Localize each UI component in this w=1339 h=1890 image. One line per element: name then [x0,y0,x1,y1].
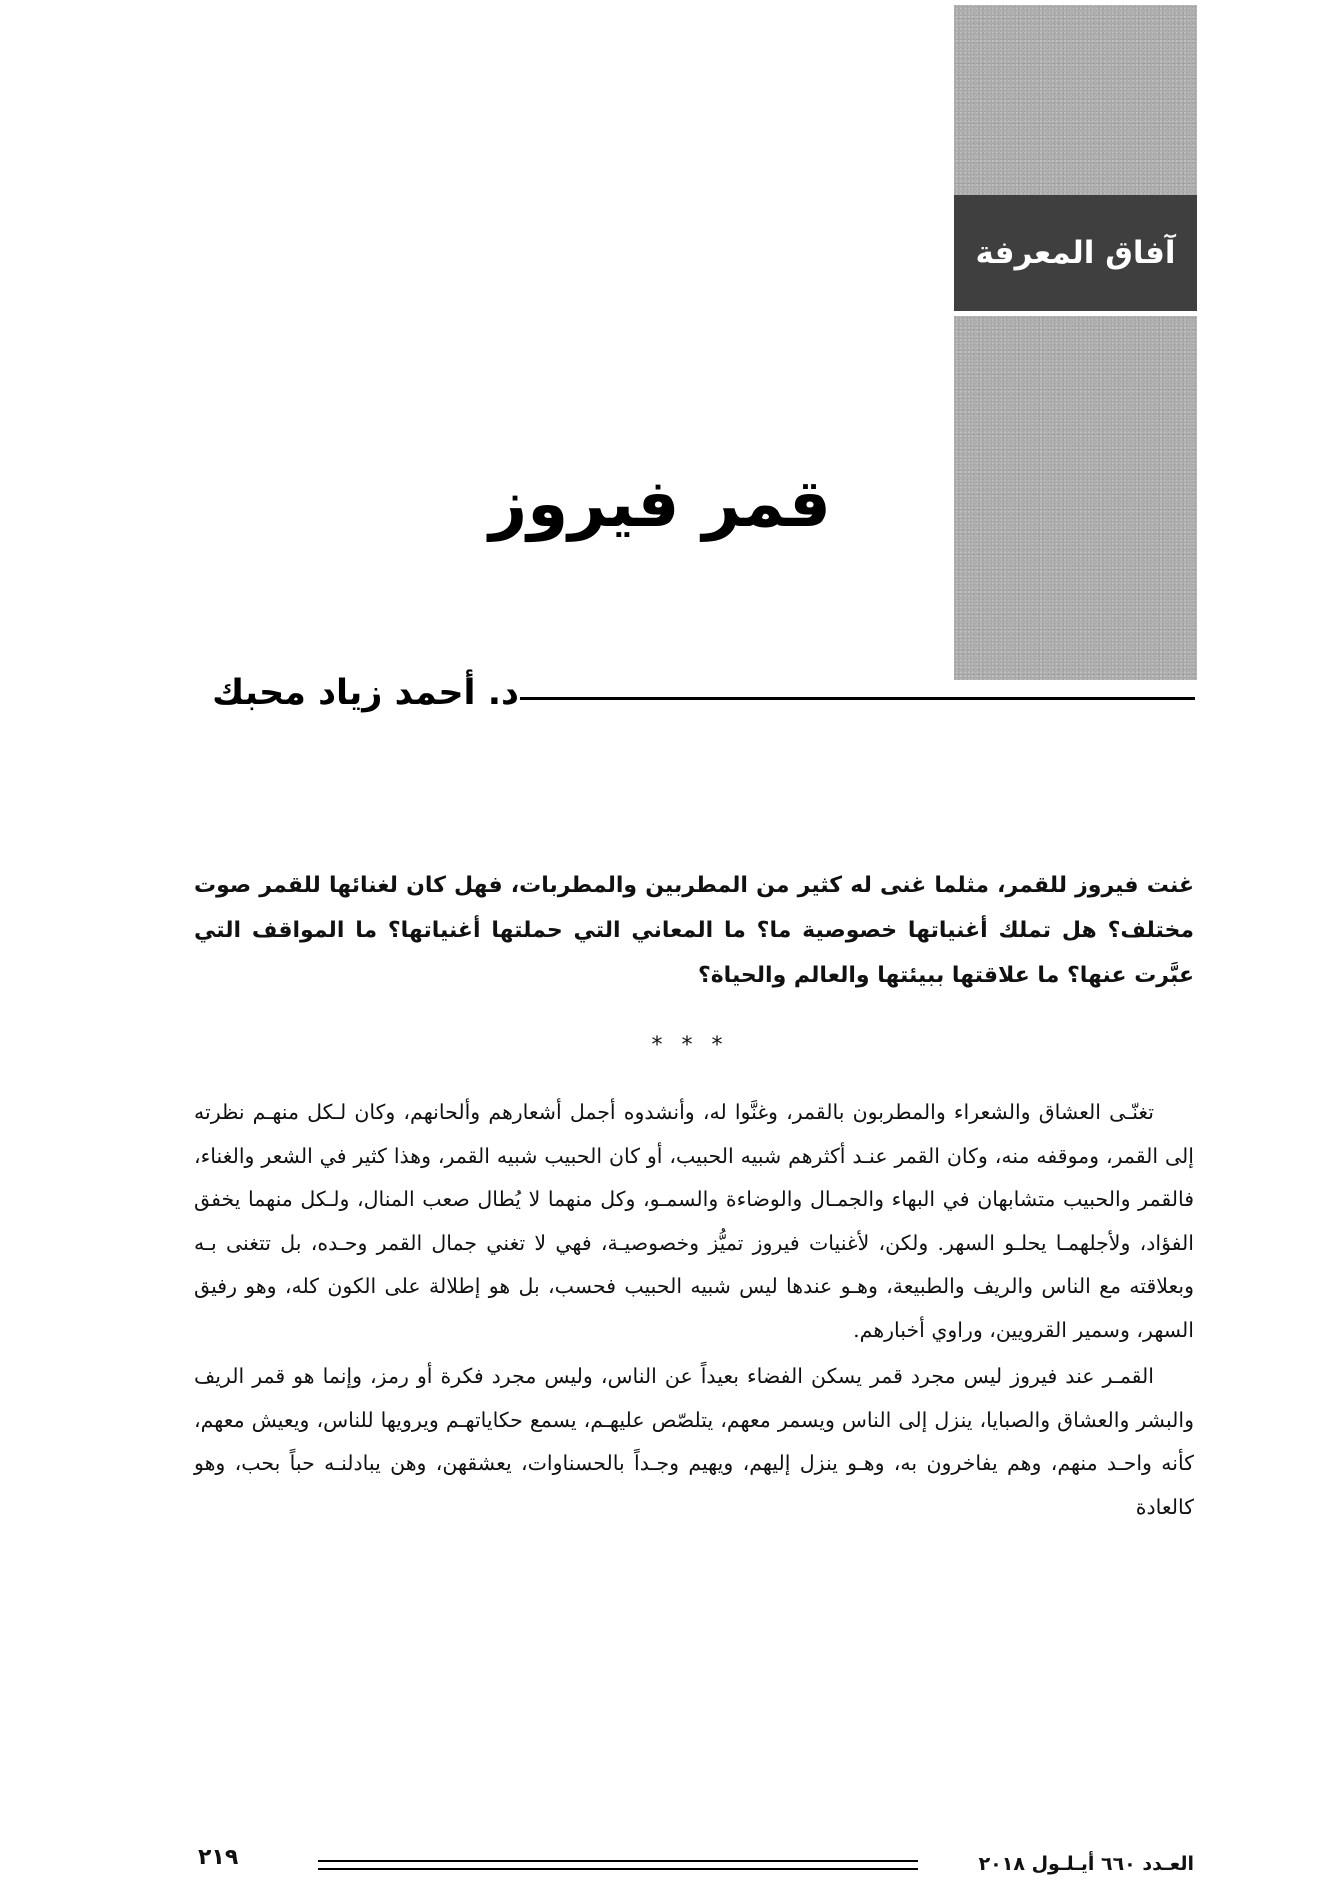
footer-divider [318,1860,918,1870]
issue-info: العـدد ٦٦٠ أيـلـول ٢٠١٨ [978,1853,1194,1875]
author-divider [520,697,1195,700]
author-name: د. أحمد زياد محبك [212,673,519,713]
decorative-gray-panel-bottom [954,316,1197,680]
section-separator: * * * [651,1033,729,1058]
section-label-text: آفاق المعرفة [975,235,1176,271]
page-number: ٢١٩ [198,1845,239,1870]
section-label [954,195,1197,311]
body-paragraph: تغنّـى العشاق والشعراء والمطربون بالقمر، وغنَّوا له، وأنشدوه أجمل أشعارهم وألحانهم، وكان لـكل منهـم نظرته إلى القمر، وموقفه منه، وكان القمر عنـد أكثرهم شبيه الحبيب، أو كان الحبيب شبيه القمر، وهذا كثير في الشعر والغناء، فالقمر والحبيب متشابهان في البهاء والجمـال والوضاءة والسمـو، وكل منهما لا يُطال صعب المنال، ولـكل منهما يخفق الفؤاد، ولأجلهمـا يحلـو السهر. ولكن، لأغنيات فيروز تميُّز وخصوصيـة، فهي لا تغني جمال القمر وحـده، بل تتغنى بـه وبعلاقته مع الناس والريف والطبيعة، وهـو عندها ليس شبيه الحبيب فحسب، بل هو إطلالة على الكون كله، وهو رفيق السهر، وسمير القرويين، وراوي أخبارهم. [194,1100,1194,1342]
body-paragraph: القمـر عند فيروز ليس مجرد قمر يسكن الفضاء بعيداً عن الناس، وليس مجرد فكرة أو رمز، وإنما هو قمر الريف والبشر والعشاق والصبايا، ينزل إلى الناس ويسمر معهم، يتلصّص عليهـم، يسمع حكاياتهـم ويرويها للناس، ويعيش معهم، كأنه واحـد منهم، وهم يفاخرون به، وهـو ينزل إليهم، ويهيم وجـداً بالحسناوات، يعشقهن، وهن يبادلنـه حباً بحب، وهو كالعادة [194,1364,1194,1519]
article-intro: غنت فيروز للقمر، مثلما غنى له كثير من المطربين والمطربات، فهل كان لغنائها للقمر صوت مختلف؟ هل تملك أغنياتها خصوصية ما؟ ما المعاني التي حملتها أغنياتها؟ ما المواقف التي عبَّرت عنها؟ ما علاقتها ببيئتها والعالم والحياة؟ [194,873,1194,988]
decorative-gray-panel-top [954,5,1197,195]
article-body [194,1091,1194,1529]
article-title: قمر فيروز [489,465,831,542]
